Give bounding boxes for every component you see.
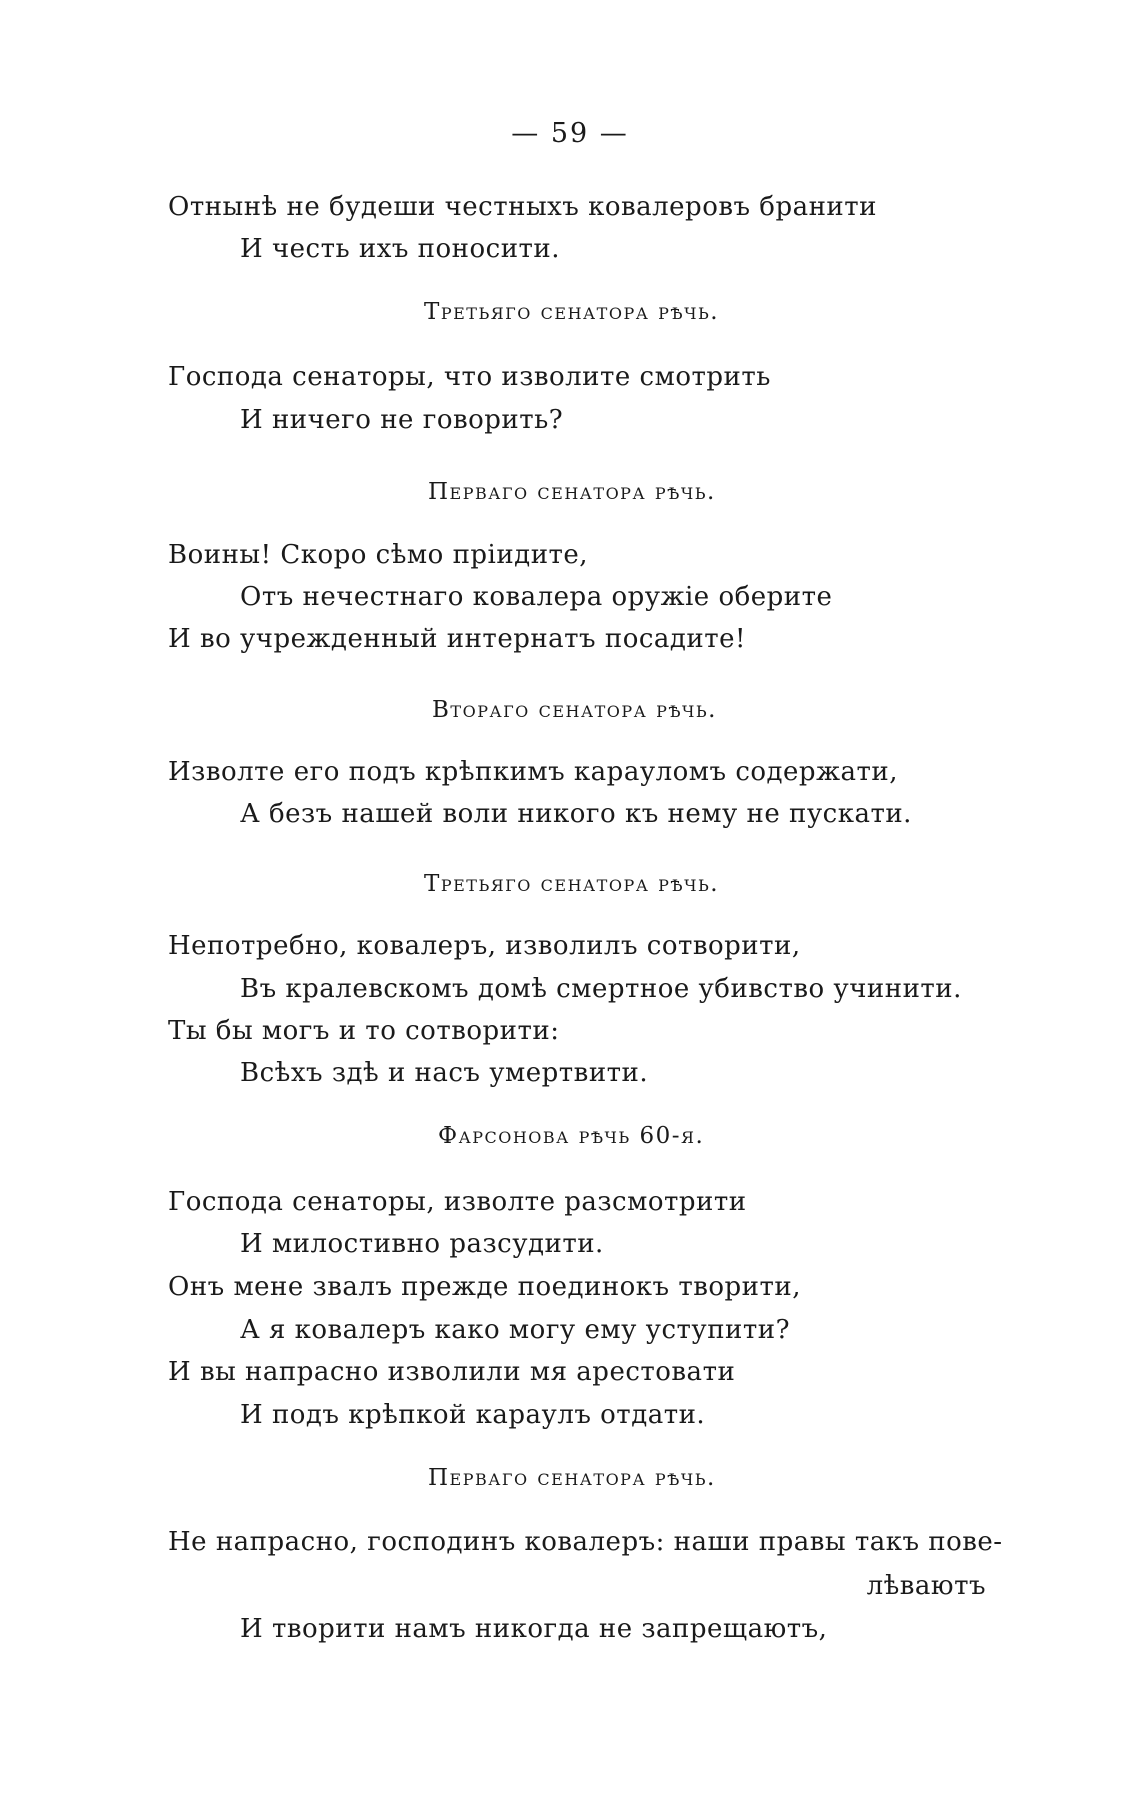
verse-line: Не напрасно, господинъ ковалеръ: наши правы такъ пове- — [168, 1527, 1003, 1557]
speaker-heading: Третьяго сенатора рѣчь. — [424, 871, 720, 897]
verse-line: И милостивно разсудити. — [240, 1229, 604, 1259]
verse-line: Непотребно, ковалеръ, изволилъ сотворити, — [168, 931, 801, 961]
speaker-heading: Перваго сенатора рѣчь. — [428, 1465, 716, 1491]
verse-line: И честь ихъ поносити. — [240, 234, 561, 264]
speaker-heading: Фарсонова рѣчь 60-я. — [438, 1123, 705, 1149]
verse-line: И творити намъ никогда не запрещаютъ, — [240, 1614, 828, 1644]
verse-line: И во учрежденный интернатъ посадите! — [168, 624, 746, 654]
verse-line: Отнынѣ не будеши честныхъ ковалеровъ бранити — [168, 192, 877, 222]
verse-line: Ты бы могъ и то сотворити: — [168, 1016, 560, 1046]
verse-line: Изволте его подъ крѣпкимъ карауломъ содержати, — [168, 757, 898, 787]
verse-line: И вы напрасно изволили мя арестовати — [168, 1357, 736, 1387]
verse-line: И ничего не говорить? — [240, 405, 564, 435]
verse-line: А я ковалеръ како могу ему уступити? — [240, 1315, 791, 1345]
verse-line: Воины! Скоро сѣмо пріидите, — [168, 540, 589, 570]
verse-line: Господа сенаторы, изволте разсмотрити — [168, 1187, 747, 1217]
speaker-heading: Третьяго сенатора рѣчь. — [424, 299, 720, 325]
verse-line: И подъ крѣпкой караулъ отдати. — [240, 1400, 706, 1430]
verse-line: А безъ нашей воли никого къ нему не пускати. — [240, 799, 912, 829]
speaker-heading: Перваго сенатора рѣчь. — [428, 479, 716, 505]
verse-line: Въ кралевскомъ домѣ смертное убивство учинити. — [240, 974, 962, 1004]
verse-line-continuation: лѣваютъ — [866, 1571, 986, 1601]
page-number: — 59 — — [511, 118, 629, 149]
verse-line: Всѣхъ здѣ и насъ умертвити. — [240, 1058, 649, 1088]
verse-line: Господа сенаторы, что изволите смотрить — [168, 362, 771, 392]
verse-line: Отъ нечестнаго ковалера оружіе оберите — [240, 582, 833, 612]
verse-line: Онъ мене звалъ прежде поединокъ творити, — [168, 1272, 801, 1302]
speaker-heading: Втораго сенатора рѣчь. — [432, 697, 717, 723]
